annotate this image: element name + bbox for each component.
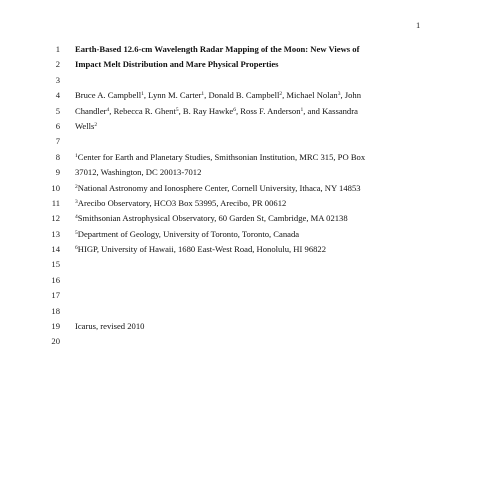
author-line-3	[75, 121, 420, 136]
line-number: 1	[55, 44, 60, 54]
title-line-1: Earth-Based 12.6-cm Wavelength Radar Mapping of the Moon: New Views of	[75, 44, 360, 54]
author-name: , Michael Nolan	[282, 90, 338, 101]
affiliation-marker: 4	[75, 214, 78, 221]
document-body	[75, 44, 420, 352]
affiliation-text: Center for Earth and Planetary Studies, Smithsonian Institution, MRC 315, PO Box	[77, 151, 366, 162]
blank-line	[75, 75, 420, 90]
author-name: , B. Ray Hawke	[178, 105, 234, 116]
line-number: 3	[55, 74, 60, 85]
affiliation-text: HIGP, University of Hawaii, 1680 East-West Road, Honolulu, HI 96822	[77, 244, 327, 255]
line-number: 2	[55, 59, 60, 70]
affiliation-line	[75, 167, 420, 182]
author-name: , Lynn M. Carter	[143, 90, 202, 101]
title-line-2: Impact Melt Distribution and Mare Physical Properties	[75, 59, 279, 70]
affiliation-marker: 1	[201, 91, 205, 98]
affiliation-marker: 3	[75, 198, 78, 205]
author-name: Chandler	[75, 105, 107, 116]
affiliation-marker: 2	[94, 121, 98, 128]
line-number: 6	[55, 120, 60, 131]
affiliation-line	[75, 229, 420, 244]
line-number: 4	[55, 90, 60, 101]
affiliation-text: Arecibo Observatory, HCO3 Box 53995, Arecibo, PR 00612	[77, 197, 287, 208]
blank-line	[75, 336, 420, 351]
affiliation-marker: 1	[141, 91, 144, 98]
line-number: 13	[51, 228, 60, 239]
line-number: 8	[55, 151, 60, 162]
affiliation-marker: 5	[175, 106, 179, 113]
affiliation-text: National Astronomy and Ionosphere Center, Cornell University, Ithaca, NY 14853	[77, 182, 361, 193]
affiliation-marker: 6	[233, 106, 236, 113]
author-line-1	[75, 90, 420, 105]
affiliation-marker: 2	[279, 91, 283, 98]
affiliation-text: 37012, Washington, DC 20013-7012	[75, 167, 202, 178]
line-number-column	[40, 44, 60, 352]
line-number: 18	[51, 305, 60, 316]
affiliation-line	[75, 213, 420, 228]
author-line-2	[75, 106, 420, 121]
author-name: , Rebecca R. Ghent	[109, 105, 176, 116]
line-number: 12	[51, 213, 60, 224]
affiliation-marker: 1	[75, 152, 78, 159]
affiliation-marker: 4	[106, 106, 110, 113]
line-number: 11	[51, 197, 60, 208]
author-name: , and Kassandra	[303, 105, 358, 116]
line-number: 16	[51, 274, 60, 285]
line-number: 7	[55, 136, 60, 147]
blank-line	[75, 275, 420, 290]
affiliation-marker: 3	[337, 91, 341, 98]
line-number: 9	[55, 167, 60, 178]
author-name: , Ross F. Anderson	[236, 105, 301, 116]
line-number: 19	[51, 321, 60, 332]
author-name: , Donald B. Campbell	[204, 90, 280, 101]
affiliation-line	[75, 244, 420, 259]
author-name: , John	[340, 90, 361, 101]
line-number: 15	[51, 259, 60, 270]
page-number: 1	[416, 20, 421, 30]
line-number: 5	[55, 105, 60, 116]
journal-note: Icarus, revised 2010	[75, 321, 145, 332]
affiliation-marker: 2	[75, 183, 78, 190]
line-number: 10	[51, 182, 60, 193]
author-name: Wells	[75, 120, 95, 131]
line-number: 20	[51, 336, 60, 347]
blank-line	[75, 290, 420, 305]
line-number: 14	[51, 244, 60, 255]
line-number: 17	[51, 290, 60, 301]
affiliation-marker: 5	[75, 229, 78, 236]
author-name: Bruce A. Campbell	[75, 90, 142, 101]
blank-line	[75, 136, 420, 151]
affiliation-line	[75, 183, 420, 198]
affiliation-marker: 6	[75, 245, 78, 252]
affiliation-line	[75, 198, 420, 213]
affiliation-line	[75, 152, 420, 167]
blank-line	[75, 259, 420, 274]
affiliation-marker: 1	[300, 106, 304, 113]
affiliation-text: Smithsonian Astrophysical Observatory, 60 Garden St, Cambridge, MA 02138	[77, 213, 348, 224]
blank-line	[75, 306, 420, 321]
affiliation-text: Department of Geology, University of Toronto, Toronto, Canada	[77, 228, 300, 239]
